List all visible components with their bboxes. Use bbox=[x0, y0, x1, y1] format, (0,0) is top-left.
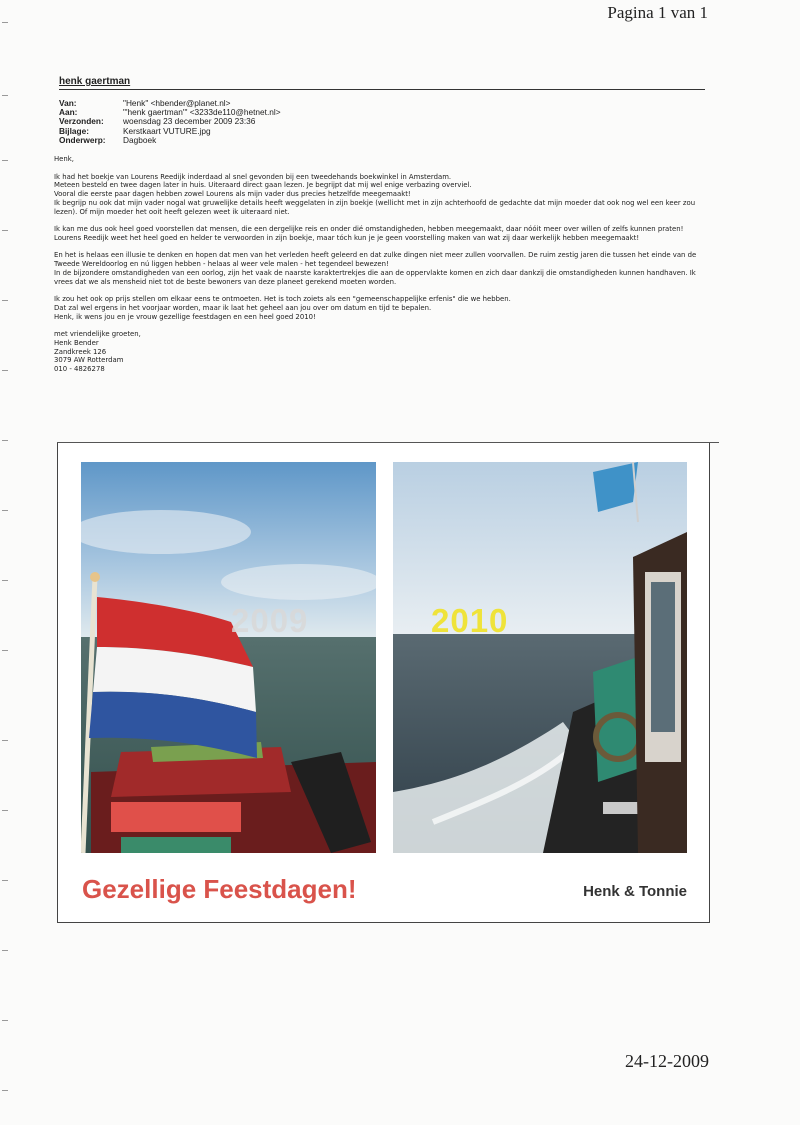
email-body bbox=[54, 155, 706, 374]
signature-line: 010 - 4826278 bbox=[54, 365, 105, 373]
body-line: Ik zou het ook op prijs stellen om elkaar eens te ontmoeten. Het is toch zoiets als een "gemeenschappelijke erfenis" die we hebben. bbox=[54, 295, 511, 303]
header-row-attachment: Bijlage: Kerstkaart VUTURE.jpg bbox=[59, 125, 211, 136]
card-greeting: Gezellige Feestdagen! bbox=[82, 874, 357, 904]
scan-edge-marks bbox=[0, 0, 10, 1125]
header-row-subject: Onderwerp: Dagboek bbox=[59, 134, 157, 145]
header-divider bbox=[59, 89, 705, 90]
body-line: Ik had het boekje van Lourens Reedijk inderdaad al snel gevonden bij een tweedehands boekwinkel in Amsterdam. bbox=[54, 172, 452, 181]
body-line: Dat zal wel ergens in het voorjaar worden, maar ik laat het geheel aan jou over om datum en tijd te bepalen. bbox=[54, 303, 432, 312]
body-line: In de bijzondere omstandigheden van een oorlog, zijn het vaak de naarste karaktertrekjes die aan de oppervlakte komen en zich daar dankzij die omstandigheden kunnen handhaven. Ik vrees dat we als mensheid niet tot de beste bewoners van deze planeet gerekend moeten worden. bbox=[54, 268, 696, 286]
year-2010-label: 2010 bbox=[431, 602, 509, 639]
card-signature-names: Henk & Tonnie bbox=[583, 883, 687, 900]
signature-line: met vriendelijke groeten, bbox=[54, 330, 141, 338]
body-line: Vooral die eerste paar dagen hebben zowel Lourens als mijn vader dus precies hetzelfde meegemaakt! bbox=[54, 190, 411, 198]
year-2009-label: 2009 bbox=[231, 602, 309, 639]
email-sender-name: henk gaertman bbox=[59, 76, 131, 87]
header-row-to: Aan: "'henk gaertman'" <3233de110@hetnet.nl> bbox=[59, 107, 281, 118]
body-line: Meteen besteld en twee dagen later in huis. Uiteraard direct gaan lezen. Je begrijpt dat mij wel enige verbazing overviel. bbox=[54, 181, 472, 190]
salutation: Henk, bbox=[54, 155, 74, 163]
body-line: Ik kan me dus ook heel goed voorstellen dat mensen, die een dergelijke reis en onder dié omstandigheden, hebben meegemaakt, daar nóóit meer over willen of zelfs kunnen praten! Lourens Reedijk weet het heel goed en helder te verwoorden in zijn boekje, maar tóch kun je je geen voorstelling maken van wat zij daar werkelijk hebben meegemaakt! bbox=[54, 225, 684, 242]
email-header-fields bbox=[59, 99, 281, 145]
body-line: Ik begrijp nu ook dat mijn vader nogal wat gruwelijke details heeft weggelaten in zijn boekje (wellicht met in zijn achterhoofd de gedachte dat mijn moeder dat ook nog wel een keer zou lezen). Of mijn moeder het ooit heeft gelezen weet ik uiteraard niet. bbox=[54, 198, 696, 216]
christmas-card-attachment bbox=[57, 443, 710, 923]
signature-line: 3079 AW Rotterdam bbox=[54, 356, 124, 365]
signature-line: Zandkreek 126 bbox=[54, 347, 107, 356]
header-row-sent: Verzonden: woensdag 23 december 2009 23:36 bbox=[59, 116, 256, 127]
footer-date: 24-12-2009 bbox=[625, 1051, 709, 1071]
photo-2010-boat-wake bbox=[393, 462, 687, 853]
header-row-from: Van: "Henk" <hbender@planet.nl> bbox=[59, 98, 231, 108]
body-line: Henk, ik wens jou en je vrouw gezellige feestdagen en een heel goed 2010! bbox=[54, 312, 316, 321]
signature-line: Henk Bender bbox=[54, 338, 99, 347]
body-line: En het is helaas een illusie te denken en hopen dat men van het verleden heeft geleerd en dat zulke dingen niet meer zullen voorvallen. De ruim zestig jaren die tussen het einde van de Tweede Wereldoorlog en nú liggen hebben - helaas al weer vele malen - het tegendeel bewezen! bbox=[54, 251, 697, 268]
photo-2009-boat-flag bbox=[81, 462, 376, 853]
page-number-label: Pagina 1 van 1 bbox=[607, 3, 708, 22]
